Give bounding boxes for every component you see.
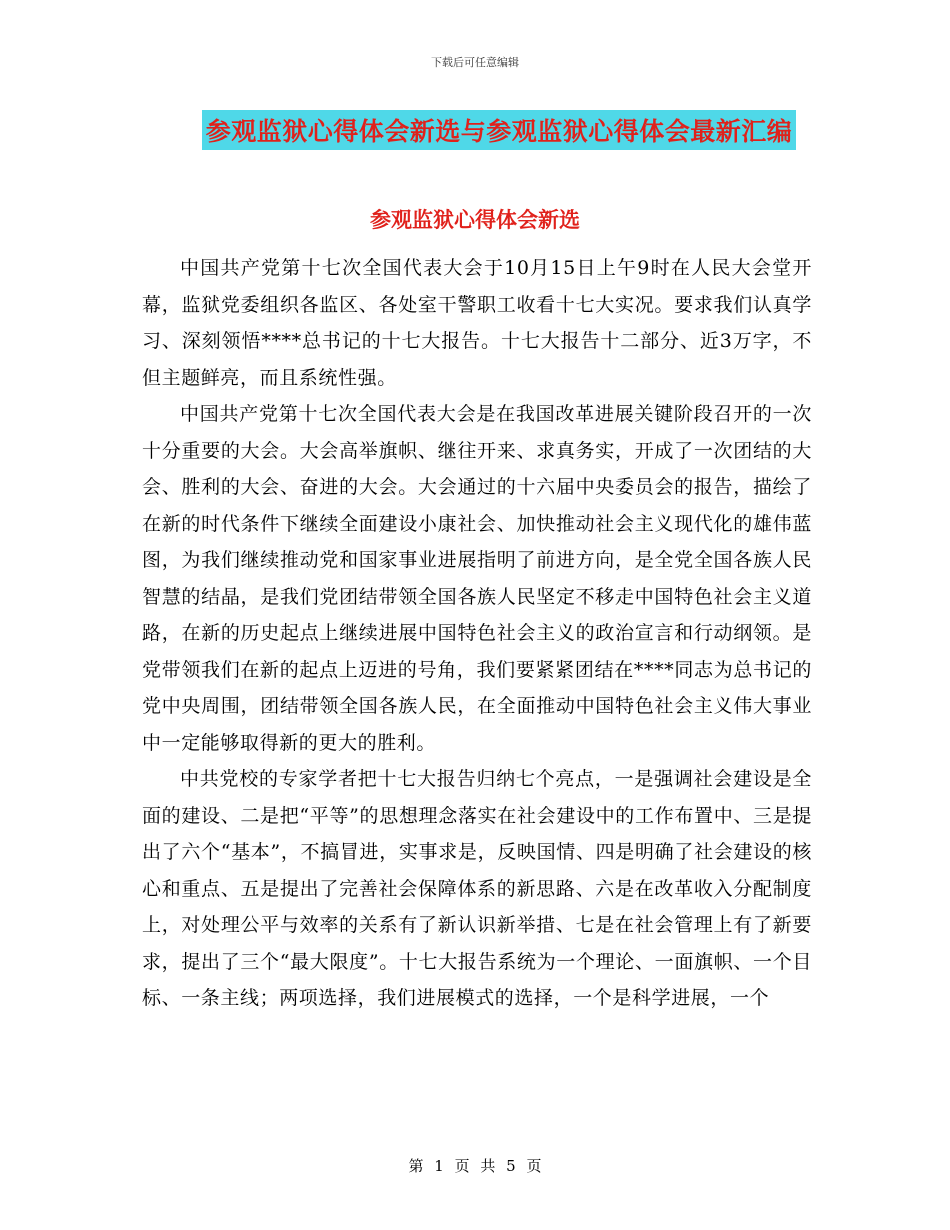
body-paragraph: 中共党校的专家学者把十七大报告归纳七个亮点，一是强调社会建设是全面的建设、二是把“平等”的思想理念落实在社会建设中的工作布置中、三是提出了六个“基本”，不搞冒进，实事求是，反映国情、四是明确了社会建设的核心和重点、五是提出了完善社会保障体系的新思路、六是在改革收入分配制度上，对处理公平与效率的关系有了新认识新举措、七是在社会管理上有了新要求，提出了三个“最大限度”。十七大报告系统为一个理论、一面旗帜、一个目标、一条主线；两项选择，我们进展模式的选择，一个是科学进展，一个 <box>142 768 812 1009</box>
document-body <box>142 250 812 1017</box>
header-note: 下载后可任意编辑 <box>431 56 519 69</box>
body-paragraph: 中国共产党第十七次全国代表大会于10月15日上午9时在人民大会堂开幕，监狱党委组织各监区、各处室干警职工收看十七大实况。要求我们认真学习、深刻领悟****总书记的十七大报告。十七大报告十二部分、近3万字，不但主题鲜亮，而且系统性强。 <box>142 257 812 389</box>
document-title-container <box>0 110 950 150</box>
body-paragraph: 中国共产党第十七次全国代表大会是在我国改革进展关键阶段召开的一次十分重要的大会。大会高举旗帜、继往开来、求真务实，开成了一次团结的大会、胜利的大会、奋进的大会。大会通过的十六届中央委员会的报告，描绘了在新的时代条件下继续全面建设小康社会、加快推动社会主义现代化的雄伟蓝图，为我们继续推动党和国家事业进展指明了前进方向，是全党全国各族人民智慧的结晶，是我们党团结带领全国各族人民坚定不移走中国特色社会主义道路，在新的历史起点上继续进展中国特色社会主义的政治宣言和行动纲领。是党带领我们在新的起点上迈进的号角，我们要紧紧团结在****同志为总书记的党中央周围，团结带领全国各族人民，在全面推动中国特色社会主义伟大事业中一定能够取得新的更大的胜利。 <box>142 403 812 754</box>
page-number-footer: 第 1 页 共 5 页 <box>408 1157 542 1175</box>
section-title: 参观监狱心得体会新选 <box>370 208 580 232</box>
document-title: 参观监狱心得体会新选与参观监狱心得体会最新汇编 <box>202 110 797 150</box>
